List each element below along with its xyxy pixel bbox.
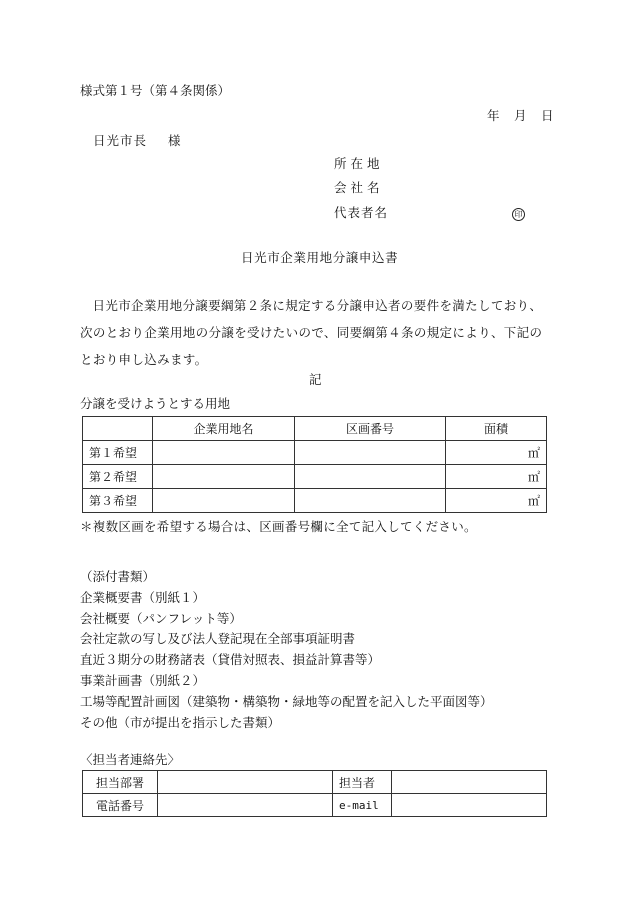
department-cell[interactable]: [158, 771, 333, 794]
table-row: [83, 441, 547, 465]
addressee-name: 日光市長: [93, 133, 148, 148]
table-row: [83, 465, 547, 489]
attachments-heading: （添付書類）: [80, 569, 156, 584]
area-cell[interactable]: ㎡: [446, 489, 547, 513]
area-cell[interactable]: ㎡: [446, 465, 547, 489]
land-table-header-row: [83, 417, 547, 441]
email-label: e-mail: [333, 794, 392, 817]
location-label: 所 在 地: [334, 156, 380, 171]
lot-number-cell[interactable]: [295, 489, 446, 513]
email-cell[interactable]: [392, 794, 547, 817]
table-row: [83, 771, 547, 794]
land-name-cell[interactable]: [153, 465, 295, 489]
body-paragraph: 日光市企業用地分譲要綱第２条に規定する分譲申込者の要件を満たしており、次のとおり企業用地の分譲を受けたいので、同要綱第４条の規定により、下記のとおり申し込みます。: [80, 298, 543, 367]
table-row: [83, 489, 547, 513]
phone-cell[interactable]: [158, 794, 333, 817]
body-paragraph-block: [80, 292, 550, 373]
date-month-label: 月: [514, 108, 527, 123]
row-label: 第２希望: [83, 465, 153, 489]
land-table-note: ＊複数区画を希望する場合は、区画番号欄に全て記入してください。: [80, 519, 477, 534]
header-lot-number: 区画番号: [295, 417, 446, 441]
seal-icon: 印: [512, 208, 525, 221]
list-item: 直近３期分の財務諸表（貸借対照表、損益計算書等）: [80, 652, 381, 668]
person-label: 担当者: [333, 771, 392, 794]
header-land-name: 企業用地名: [153, 417, 295, 441]
row-label: 第１希望: [83, 441, 153, 465]
company-label: 会 社 名: [334, 180, 380, 195]
list-item: 事業計画書（別紙２）: [80, 672, 206, 688]
list-item: その他（市が提出を指示した書類）: [80, 714, 281, 730]
table-row: [83, 794, 547, 817]
lot-number-cell[interactable]: [295, 465, 446, 489]
land-section-heading: 分譲を受けようとする用地: [80, 396, 231, 411]
land-table: [82, 416, 547, 513]
addressee-honorific: 様: [168, 133, 181, 148]
attachments-list: [80, 567, 493, 733]
date-year-label: 年: [487, 108, 500, 123]
contact-table: [82, 770, 547, 817]
seal-mark: [512, 205, 525, 221]
list-item: 会社概要（パンフレット等）: [80, 610, 242, 626]
phone-label: 電話番号: [83, 794, 158, 817]
land-name-cell[interactable]: [153, 489, 295, 513]
date-day-label: 日: [541, 108, 554, 123]
contact-heading: 〈担当者連絡先〉: [80, 752, 181, 767]
form-number: 様式第１号（第４条関係）: [80, 83, 231, 98]
row-label: 第３希望: [83, 489, 153, 513]
header-area: 面積: [446, 417, 547, 441]
area-cell[interactable]: ㎡: [446, 441, 547, 465]
list-item: 工場等配置計画図（建築物・構築物・緑地等の配置を記入した平面図等）: [80, 693, 493, 709]
land-table-corner-cell: [83, 417, 153, 441]
list-item: 会社定款の写し及び法人登記現在全部事項証明書: [80, 631, 356, 647]
person-cell[interactable]: [392, 771, 547, 794]
lot-number-cell[interactable]: [295, 441, 446, 465]
land-name-cell[interactable]: [153, 441, 295, 465]
ki-label: 記: [309, 372, 322, 387]
document-title: 日光市企業用地分譲申込書: [241, 250, 399, 265]
list-item: 企業概要書（別紙１）: [80, 589, 206, 605]
department-label: 担当部署: [83, 771, 158, 794]
representative-label: 代表者名: [334, 205, 389, 220]
